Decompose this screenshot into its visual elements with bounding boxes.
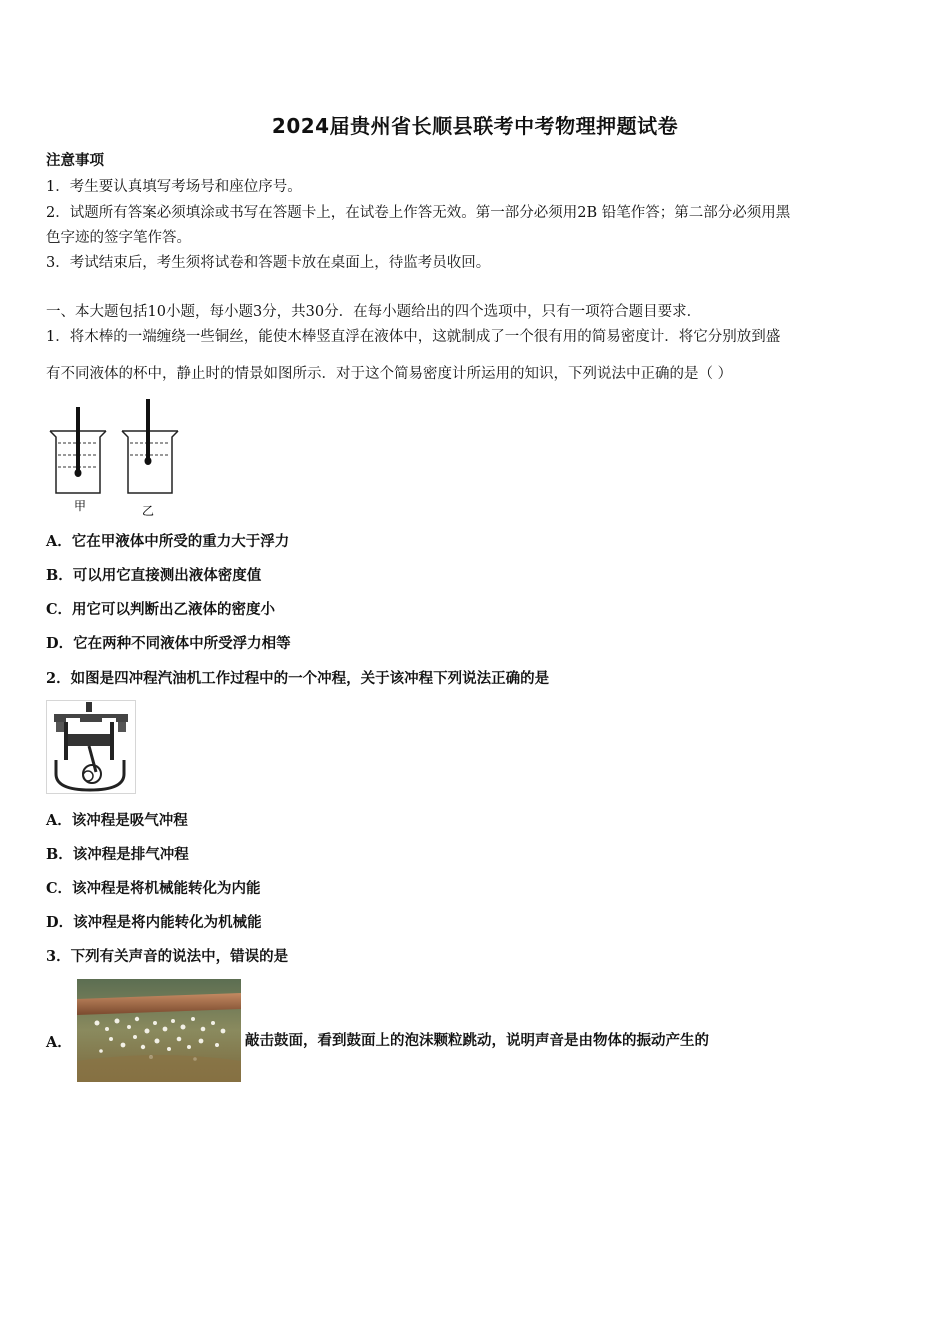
option-a-label: A． [46, 1034, 72, 1051]
fig-label-jia: 甲 [74, 499, 87, 513]
question-3-stem: 3．下列有关声音的说法中，错误的是 [46, 948, 289, 965]
option-b: B．可以用它直接测出液体密度值 [46, 567, 262, 584]
question-1-stem: 有不同液体的杯中，静止时的情景如图所示．对于这个简易密度计所运用的知识，下列说法中正确的是（ ） [46, 366, 733, 382]
drum-foam-photo [77, 979, 241, 1082]
option-c: C．用它可以判断出乙液体的密度小 [46, 601, 276, 618]
notice-item: 色字迹的签字笔作答。 [46, 230, 191, 246]
option-b: B．该冲程是排气冲程 [46, 846, 189, 863]
question-2-stem: 2．如图是四冲程汽油机工作过程中的一个冲程，关于该冲程下列说法正确的是 [46, 670, 550, 687]
option-d: D．它在两种不同液体中所受浮力相等 [46, 635, 291, 652]
fig-label-yi: 乙 [142, 504, 155, 518]
option-a: A．它在甲液体中所受的重力大于浮力 [46, 533, 290, 550]
beaker-yi [122, 399, 178, 493]
option-a: A．该冲程是吸气冲程 [46, 812, 188, 829]
section-heading: 一、本大题包括10小题，每小题3分，共30分．在每小题给出的四个选项中，只有一项符合题目要求． [46, 304, 702, 320]
option-c: C．该冲程是将机械能转化为内能 [46, 880, 261, 897]
densitometer-figure [46, 397, 186, 522]
notice-heading: 注意事项 [46, 152, 104, 169]
engine-stroke-figure [46, 700, 136, 794]
question-3-option-a-text: 敲击鼓面，看到鼓面上的泡沫颗粒跳动，说明声音是由物体的振动产生的 [245, 1032, 709, 1049]
beaker-jia [50, 407, 106, 493]
notice-item: 1．考生要认真填写考场号和座位序号。 [46, 179, 302, 195]
notice-item: 2．试题所有答案必须填涂或书写在答题卡上，在试卷上作答无效。第一部分必须用2B 铅笔作答；第二部分必须用黑 [46, 205, 791, 221]
page-title: 2024届贵州省长顺县联考中考物理押题试卷 [271, 114, 679, 138]
question-1-stem: 1．将木棒的一端缠绕一些铜丝，能使木棒竖直浮在液体中，这就制成了一个很有用的简易密度计．将它分别放到盛 [46, 329, 781, 345]
notice-item: 3．考试结束后，考生须将试卷和答题卡放在桌面上，待监考员收回。 [46, 255, 491, 271]
option-d: D．该冲程是将内能转化为机械能 [46, 914, 262, 931]
